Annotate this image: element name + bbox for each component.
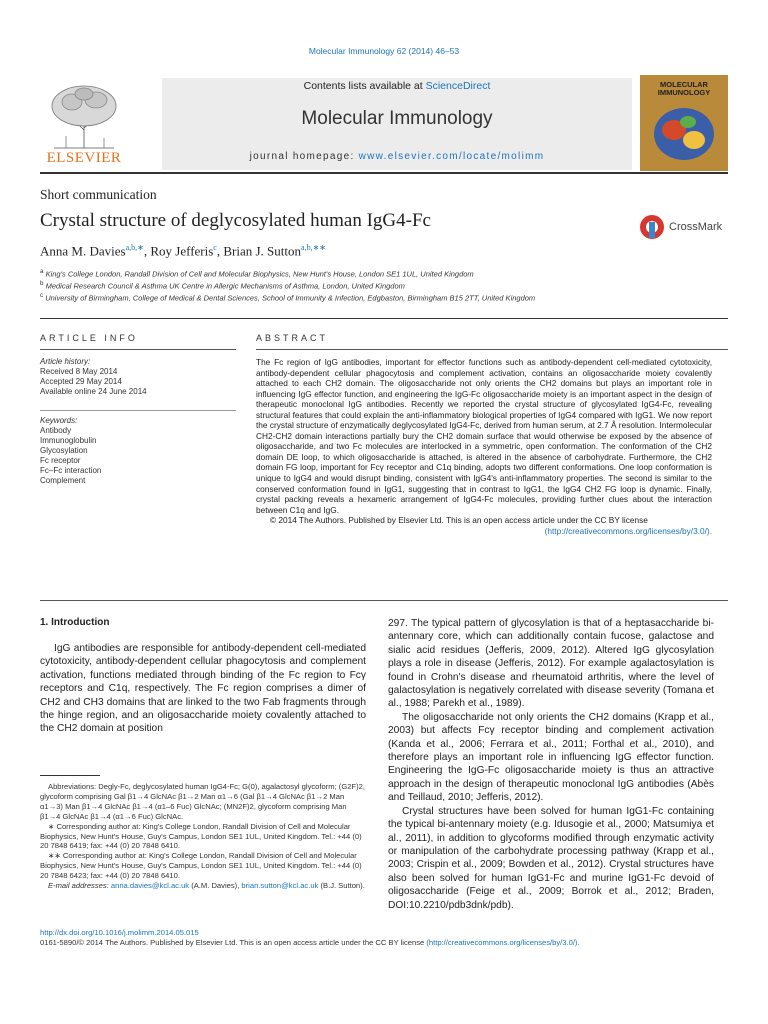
- journal-cover-title: MOLECULAR IMMUNOLOGY: [657, 80, 711, 97]
- author-affiliation-mark[interactable]: c: [213, 243, 217, 252]
- abstract-heading: ABSTRACT: [256, 333, 329, 343]
- email-link[interactable]: brian.sutton@kcl.ac.uk: [241, 881, 319, 891]
- keyword: Fc receptor: [40, 456, 81, 465]
- author-name: Roy Jefferis: [150, 243, 214, 259]
- homepage-prefix: journal homepage:: [249, 151, 359, 162]
- footnote-rule: [40, 775, 100, 776]
- paragraph: The oligosaccharide not only orients the CH2 domains (Krapp et al., 2003) but affects Fcγ receptor binding and complement activation (Kanda et al., 2006; Ferrara et al., 2011; Forthal et al., 2010), and therefore plays an important role in influencing IgG effector function. Engineering the IgG-Fc oligosaccharide moiety is thus an attractive approach in the design of therapeutic monoclonal IgG antibodies (Abès and Teillaud, 2010; Jefferis, 2012).: [388, 711, 714, 804]
- email-owner: (B.J. Sutton).: [320, 881, 365, 891]
- footnotes: [40, 782, 366, 891]
- affiliation: [40, 280, 405, 291]
- history-accepted: Accepted 29 May 2014: [40, 377, 122, 386]
- abstract-body: [256, 357, 712, 536]
- author-separator: ,: [216, 243, 224, 259]
- divider: [40, 600, 728, 601]
- doi-link[interactable]: http://dx.doi.org/10.1016/j.molimm.2014.05.015: [40, 928, 199, 937]
- keywords-label: Keywords:: [40, 416, 78, 425]
- affiliation-mark: c: [40, 292, 44, 299]
- journal-name: Molecular Immunology: [301, 108, 493, 129]
- author-name: Anna M. Davies: [40, 243, 126, 259]
- footnote-emails: [40, 881, 366, 891]
- license-link[interactable]: (http://creativecommons.org/licenses/by/3.0/).: [426, 938, 580, 947]
- abstract-text: The Fc region of IgG antibodies, important for effector functions such as antibody-dependent cell-mediated cytotoxicity, antibody-dependent cellular phagocytosis and complement activation, contains an oligosaccharide moiety covalently attached to each CH2 domain. The oligosaccharide not only orients the CH2 domains but plays an important role in influencing IgG effector function, and engineering the IgG-Fc oligosaccharide moiety is an important aspect in the design of therapeutic monoclonal IgG antibodies. Recently we reported the crystal structure of glycosylated IgG4-Fc, revealing structural features that could explain the anti-inflammatory biological properties of IgG4 compared with IgG1. We now report the crystal structure of enzymatically deglycosylated IgG4-Fc, derived from human serum, at 2.7 Å resolution. Intermolecular CH2-CH2 domain interactions partially bury the CH2 domain surface that would otherwise be exposed by the absence of oligosaccharide, and two Fc molecules are interlocked in a symmetric, open conformation. The conformation of the CH2 domain DE loop, to which oligosaccharide is attached, is altered in the absence of carbohydrate. Furthermore, the CH2 domain FG loop, important for Fcγ receptor and C1q binding, adopts two different conformations. One loop conformation is unique to IgG4 and would disrupt binding, consistent with IgG4's anti-inflammatory properties. The second is similar to the conserved conformation found in IgG1, suggesting that in contrast to IgG1, the IgG4 CH2 FG loop is dynamic. Finally, crystal packing reveals a hexameric arrangement of IgG4-Fc molecules, providing further clues about the interaction between C1q and IgG.: [256, 357, 712, 515]
- intro-right-column: [388, 617, 714, 912]
- footnote-corresponding: ∗∗ Corresponding author at: King's College London, Randall Division of Cell and Molecular Biophysics, New Hunt's House, Guy's Campus, London SE1 1UL, United Kingdom. Tel.: +44 (0) 20 7848 6423; fax: +44 (0) 20 7848 6410.: [40, 851, 362, 881]
- keyword: Glycosylation: [40, 446, 88, 455]
- author-separator: ,: [143, 243, 151, 259]
- intro-left-column: [40, 642, 366, 736]
- section-heading-introduction: 1. Introduction: [40, 617, 110, 628]
- crossmark-badge[interactable]: [638, 212, 728, 242]
- header-rule: [40, 172, 728, 174]
- keyword: Fc–Fc interaction: [40, 466, 102, 475]
- history-received: Received 8 May 2014: [40, 367, 118, 376]
- license-link[interactable]: (http://creativecommons.org/licenses/by/3.0/).: [544, 525, 712, 536]
- affiliation-mark: b: [40, 280, 44, 287]
- history-online: Available online 24 June 2014: [40, 387, 147, 396]
- author-affiliation-mark[interactable]: a,b,∗: [125, 243, 144, 252]
- divider: [40, 318, 728, 319]
- author-name: Brian J. Sutton: [223, 243, 302, 259]
- elsevier-tree-logo: [44, 80, 124, 150]
- crossmark-label: CrossMark: [669, 221, 723, 233]
- footnote-abbreviations: Abbreviations: Degly-Fc, deglycosylated human IgG4-Fc; G(0), agalactosyl glycoform; (G2F)2, glycoform comprising Gal β1→4 GlcNAc β1→2 Man α1→6 (Gal β1→4 GlcNAc β1→2 Man α1→3) Man β1→4 GlcNAc β1→4 (α1–6 Fuc) GlcNAc; (MN2F)2, glycoform comprising Man β1→4 GlcNAc β1→4 (α1→6 Fuc) GlcNAc.: [40, 782, 365, 821]
- copyright-text: © 2014 The Authors. Published by Elsevier Ltd. This is an open access article under the CC BY license: [270, 515, 648, 526]
- author-affiliation-mark[interactable]: a,b,∗∗: [301, 243, 326, 252]
- contents-line: [162, 80, 632, 92]
- journal-reference-link[interactable]: Molecular Immunology 62 (2014) 46–53: [308, 46, 460, 56]
- divider: [40, 410, 236, 411]
- issn-line: 0161-5890/© 2014 The Authors. Published by Elsevier Ltd. This is an open access article under the CC BY license: [40, 938, 427, 947]
- affiliation-text: King's College London, Randall Division of Cell and Molecular Biophysics, New Hunt's House, London SE1 1UL, United Kingdom: [43, 269, 474, 279]
- email-label: E-mail addresses:: [48, 881, 111, 891]
- affiliation-mark: a: [40, 268, 44, 275]
- keyword: Antibody: [40, 426, 72, 435]
- sciencedirect-link[interactable]: ScienceDirect: [425, 80, 491, 92]
- article-info-heading: ARTICLE INFO: [40, 333, 138, 343]
- elsevier-logo-text: ELSEVIER: [46, 150, 122, 166]
- paragraph: Crystal structures have been solved for human IgG1-Fc containing the typical bi-antennary moiety (e.g. Idusogie et al., 2000; Matsumiya et al., 2011), in addition to glycoforms modified through enzymatic activity or manipulation of the carbohydrate processing pathway (Krapp et al., 2003; Crispin et al., 2009; Bowden et al., 2012). Crystal structures have also been solved for human IgG1-Fc and murine IgG1-Fc devoid of oligosaccharide (Feige et al., 2009; Borrok et al., 2012; Braden, DOI:10.2210/pdb3dnk/pdb).: [388, 805, 714, 911]
- email-link[interactable]: anna.davies@kcl.ac.uk: [110, 881, 190, 891]
- email-owner: (A.M. Davies),: [189, 881, 242, 891]
- crossmark-icon: [638, 212, 666, 242]
- bottom-matter: [40, 928, 728, 948]
- divider: [40, 349, 236, 350]
- cover-illustration: [648, 102, 720, 166]
- affiliation: [40, 292, 535, 303]
- affiliation: [40, 268, 474, 279]
- history-label: Article history:: [40, 357, 91, 366]
- homepage-link[interactable]: www.elsevier.com/locate/molimm: [358, 151, 545, 162]
- affiliation-text: University of Birmingham, College of Medical & Dental Sciences, School of Immunity & Infection, Edgbaston, Birmingham B15 2TT, United Kingdom: [43, 293, 536, 303]
- article-history: [40, 357, 236, 397]
- article-type: Short communication: [40, 187, 157, 202]
- keyword: Immunoglobulin: [40, 436, 97, 445]
- author-list: [40, 243, 326, 259]
- divider: [256, 349, 728, 350]
- paragraph: IgG antibodies are responsible for antibody-dependent cell-mediated cytotoxicity, antibody-dependent cellular phagocytosis and complement activation, functions mediated through binding of the Fc region to Fcγ receptors and C1q, respectively. The Fc region comprises a dimer of CH2 and CH3 domains that are linked to the two Fab fragments through the hinge region, and an oligosaccharide moiety covalently attached to the CH2 domain at position: [40, 643, 366, 735]
- abstract-copyright: [256, 515, 712, 526]
- homepage-line: [162, 151, 632, 162]
- keywords: [40, 416, 236, 486]
- article-title: Crystal structure of deglycosylated human IgG4-Fc: [40, 210, 431, 231]
- footnote-corresponding: ∗ Corresponding author at: King's College London, Randall Division of Cell and Molecular Biophysics, New Hunt's House, Guy's Campus, London SE1 1UL, United Kingdom. Tel.: +44 (0) 20 7848 6419; fax: +44 (0) 20 7848 6410.: [40, 821, 362, 851]
- keyword: Complement: [40, 476, 86, 485]
- contents-prefix: Contents lists available at: [303, 80, 426, 92]
- paragraph: 297. The typical pattern of glycosylation is that of a heptasaccharide bi-antennary core, which can additionally contain fucose, galactose and sialic acid residues (Jefferis, 2009, 2012). Altered IgG glycosylation plays a role in disease (Jefferis, 2012). For example agalactosylation is found in Crohn's disease and rheumatoid arthritis, where the level of galactosylation is negatively correlated with disease severity (Tomana et al., 1988; Parekh et al., 1989).: [388, 618, 714, 710]
- affiliation-text: Medical Research Council & Asthma UK Centre in Allergic Mechanisms of Asthma, London, United Kingdom: [43, 281, 405, 291]
